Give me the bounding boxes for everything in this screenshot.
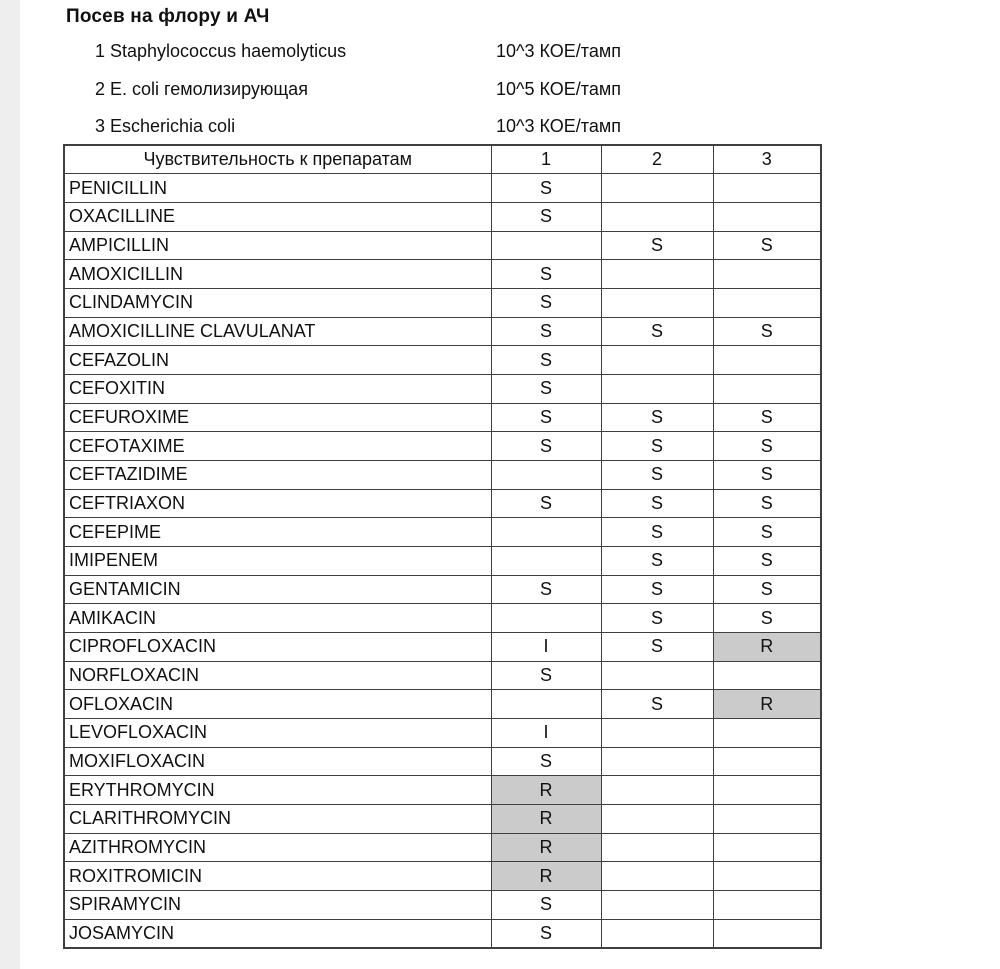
drug-name-cell: CEFOXITIN bbox=[64, 374, 491, 403]
drug-name-cell: AMOXICILLIN bbox=[64, 260, 491, 289]
sensitivity-cell bbox=[713, 202, 821, 231]
sensitivity-cell bbox=[601, 174, 713, 203]
organism-name: 1 Staphylococcus haemolyticus bbox=[95, 41, 347, 61]
table-row bbox=[64, 518, 821, 547]
sensitivity-cell bbox=[601, 776, 713, 805]
sensitivity-cell bbox=[601, 804, 713, 833]
drug-name-cell: CLINDAMYCIN bbox=[64, 288, 491, 317]
sensitivity-cell: S bbox=[601, 317, 713, 346]
table-row bbox=[64, 374, 821, 403]
sensitivity-cell: R bbox=[491, 833, 601, 862]
table-row bbox=[64, 174, 821, 203]
sensitivity-cell bbox=[713, 661, 821, 690]
table-header-col-2: 2 bbox=[601, 145, 713, 174]
sensitivity-cell: S bbox=[601, 460, 713, 489]
sensitivity-cell: S bbox=[491, 403, 601, 432]
table-row bbox=[64, 288, 821, 317]
sensitivity-cell: S bbox=[491, 202, 601, 231]
sensitivity-cell: S bbox=[491, 575, 601, 604]
organism-name: 2 E. coli гемолизирующая bbox=[95, 78, 308, 99]
sensitivity-cell: S bbox=[601, 575, 713, 604]
table-header-row bbox=[64, 145, 821, 174]
drug-name-cell: OFLOXACIN bbox=[64, 690, 491, 719]
sensitivity-cell bbox=[713, 374, 821, 403]
table-row bbox=[64, 403, 821, 432]
sensitivity-cell: S bbox=[713, 604, 821, 633]
sensitivity-cell bbox=[713, 890, 821, 919]
drug-name-cell: CEFAZOLIN bbox=[64, 346, 491, 375]
sensitivity-cell: S bbox=[491, 374, 601, 403]
drug-name-cell: LEVOFLOXACIN bbox=[64, 718, 491, 747]
sensitivity-cell bbox=[713, 346, 821, 375]
sensitivity-cell: S bbox=[713, 317, 821, 346]
drug-name-cell: AZITHROMYCIN bbox=[64, 833, 491, 862]
table-row bbox=[64, 546, 821, 575]
drug-name-cell: CEFTRIAXON bbox=[64, 489, 491, 518]
drug-name-cell: ROXITROMICIN bbox=[64, 862, 491, 891]
sensitivity-cell bbox=[601, 661, 713, 690]
sensitivity-cell bbox=[713, 776, 821, 805]
sensitivity-cell: S bbox=[713, 489, 821, 518]
sensitivity-cell bbox=[491, 518, 601, 547]
drug-name-cell: GENTAMICIN bbox=[64, 575, 491, 604]
drug-name-cell: AMPICILLIN bbox=[64, 231, 491, 260]
sensitivity-cell bbox=[601, 747, 713, 776]
sensitivity-cell: R bbox=[491, 804, 601, 833]
sensitivity-cell bbox=[491, 231, 601, 260]
table-row bbox=[64, 489, 821, 518]
sensitivity-cell: S bbox=[601, 632, 713, 661]
sensitivity-cell: S bbox=[713, 403, 821, 432]
table-row bbox=[64, 260, 821, 289]
drug-name-cell: NORFLOXACIN bbox=[64, 661, 491, 690]
sensitivity-table bbox=[63, 144, 822, 949]
sensitivity-cell bbox=[601, 288, 713, 317]
sensitivity-cell: S bbox=[491, 489, 601, 518]
table-row bbox=[64, 432, 821, 461]
organism-name: 3 Escherichia coli bbox=[95, 116, 236, 136]
sensitivity-cell: S bbox=[491, 661, 601, 690]
sensitivity-cell: S bbox=[491, 346, 601, 375]
organism-row bbox=[0, 79, 1000, 103]
table-row bbox=[64, 460, 821, 489]
sensitivity-cell bbox=[491, 690, 601, 719]
sensitivity-cell bbox=[491, 460, 601, 489]
sensitivity-cell: S bbox=[713, 460, 821, 489]
sensitivity-cell bbox=[601, 833, 713, 862]
table-header-drug: Чувствительность к препаратам bbox=[64, 145, 491, 174]
sensitivity-cell bbox=[601, 346, 713, 375]
sensitivity-cell bbox=[713, 862, 821, 891]
drug-name-cell: CLARITHROMYCIN bbox=[64, 804, 491, 833]
table-row bbox=[64, 890, 821, 919]
sensitivity-cell: S bbox=[601, 604, 713, 633]
drug-name-cell: CEFEPIME bbox=[64, 518, 491, 547]
sensitivity-cell bbox=[713, 919, 821, 948]
drug-name-cell: CIPROFLOXACIN bbox=[64, 632, 491, 661]
sensitivity-cell: S bbox=[601, 403, 713, 432]
sensitivity-cell bbox=[713, 718, 821, 747]
sensitivity-cell: S bbox=[491, 919, 601, 948]
table-row bbox=[64, 833, 821, 862]
sensitivity-cell bbox=[713, 288, 821, 317]
sensitivity-cell: S bbox=[601, 690, 713, 719]
table-row bbox=[64, 604, 821, 633]
sensitivity-cell bbox=[713, 260, 821, 289]
table-row bbox=[64, 747, 821, 776]
sensitivity-cell bbox=[713, 804, 821, 833]
drug-name-cell: AMIKACIN bbox=[64, 604, 491, 633]
sensitivity-cell: S bbox=[713, 231, 821, 260]
sensitivity-cell: S bbox=[491, 747, 601, 776]
sensitivity-cell bbox=[491, 546, 601, 575]
sensitivity-cell bbox=[491, 604, 601, 633]
sensitivity-cell bbox=[601, 919, 713, 948]
sensitivity-cell: S bbox=[601, 231, 713, 260]
organism-row bbox=[0, 41, 1000, 65]
sensitivity-cell: S bbox=[601, 518, 713, 547]
table-row bbox=[64, 804, 821, 833]
sensitivity-cell bbox=[713, 174, 821, 203]
drug-name-cell: SPIRAMYCIN bbox=[64, 890, 491, 919]
sensitivity-cell: S bbox=[713, 575, 821, 604]
report-title: Посев на флору и АЧ bbox=[66, 6, 270, 27]
sensitivity-cell bbox=[601, 862, 713, 891]
table-row bbox=[64, 919, 821, 948]
table-row bbox=[64, 317, 821, 346]
sensitivity-cell bbox=[601, 202, 713, 231]
sensitivity-cell: S bbox=[491, 260, 601, 289]
sensitivity-cell: R bbox=[491, 776, 601, 805]
drug-name-cell: CEFOTAXIME bbox=[64, 432, 491, 461]
sensitivity-cell bbox=[713, 833, 821, 862]
sensitivity-cell: R bbox=[491, 862, 601, 891]
drug-name-cell: MOXIFLOXACIN bbox=[64, 747, 491, 776]
sensitivity-cell: S bbox=[601, 546, 713, 575]
table-header-col-3: 3 bbox=[713, 145, 821, 174]
sensitivity-cell bbox=[601, 718, 713, 747]
table-row bbox=[64, 661, 821, 690]
sensitivity-cell: S bbox=[491, 432, 601, 461]
organism-count: 10^5 КОЕ/тамп bbox=[496, 78, 621, 99]
drug-name-cell: CEFUROXIME bbox=[64, 403, 491, 432]
organism-count: 10^3 КОЕ/тамп bbox=[496, 41, 621, 61]
sensitivity-cell: S bbox=[491, 288, 601, 317]
drug-name-cell: OXACILLINE bbox=[64, 202, 491, 231]
table-row bbox=[64, 862, 821, 891]
table-row bbox=[64, 346, 821, 375]
table-row bbox=[64, 776, 821, 805]
sensitivity-cell: S bbox=[491, 174, 601, 203]
organism-row bbox=[0, 116, 1000, 140]
sensitivity-cell: S bbox=[713, 432, 821, 461]
table-header-col-1: 1 bbox=[491, 145, 601, 174]
sensitivity-cell: S bbox=[601, 432, 713, 461]
sensitivity-cell: S bbox=[713, 518, 821, 547]
sensitivity-cell: S bbox=[491, 890, 601, 919]
table-row bbox=[64, 575, 821, 604]
table-row bbox=[64, 202, 821, 231]
sensitivity-cell bbox=[601, 374, 713, 403]
page-edge-strip bbox=[0, 0, 20, 969]
sensitivity-cell: R bbox=[713, 690, 821, 719]
sensitivity-cell: S bbox=[713, 546, 821, 575]
table-row bbox=[64, 632, 821, 661]
table-row bbox=[64, 231, 821, 260]
sensitivity-cell: S bbox=[601, 489, 713, 518]
table-row bbox=[64, 718, 821, 747]
sensitivity-cell: S bbox=[491, 317, 601, 346]
sensitivity-cell: I bbox=[491, 718, 601, 747]
sensitivity-cell bbox=[601, 260, 713, 289]
drug-name-cell: AMOXICILLINE CLAVULANAT bbox=[64, 317, 491, 346]
sensitivity-cell bbox=[601, 890, 713, 919]
drug-name-cell: CEFTAZIDIME bbox=[64, 460, 491, 489]
table-row bbox=[64, 690, 821, 719]
drug-name-cell: IMIPENEM bbox=[64, 546, 491, 575]
sensitivity-cell bbox=[713, 747, 821, 776]
drug-name-cell: JOSAMYCIN bbox=[64, 919, 491, 948]
sensitivity-cell: I bbox=[491, 632, 601, 661]
sensitivity-cell: R bbox=[713, 632, 821, 661]
drug-name-cell: PENICILLIN bbox=[64, 174, 491, 203]
sensitivity-table-wrap bbox=[63, 144, 822, 949]
drug-name-cell: ERYTHROMYCIN bbox=[64, 776, 491, 805]
organism-count: 10^3 КОЕ/тамп bbox=[496, 116, 621, 136]
